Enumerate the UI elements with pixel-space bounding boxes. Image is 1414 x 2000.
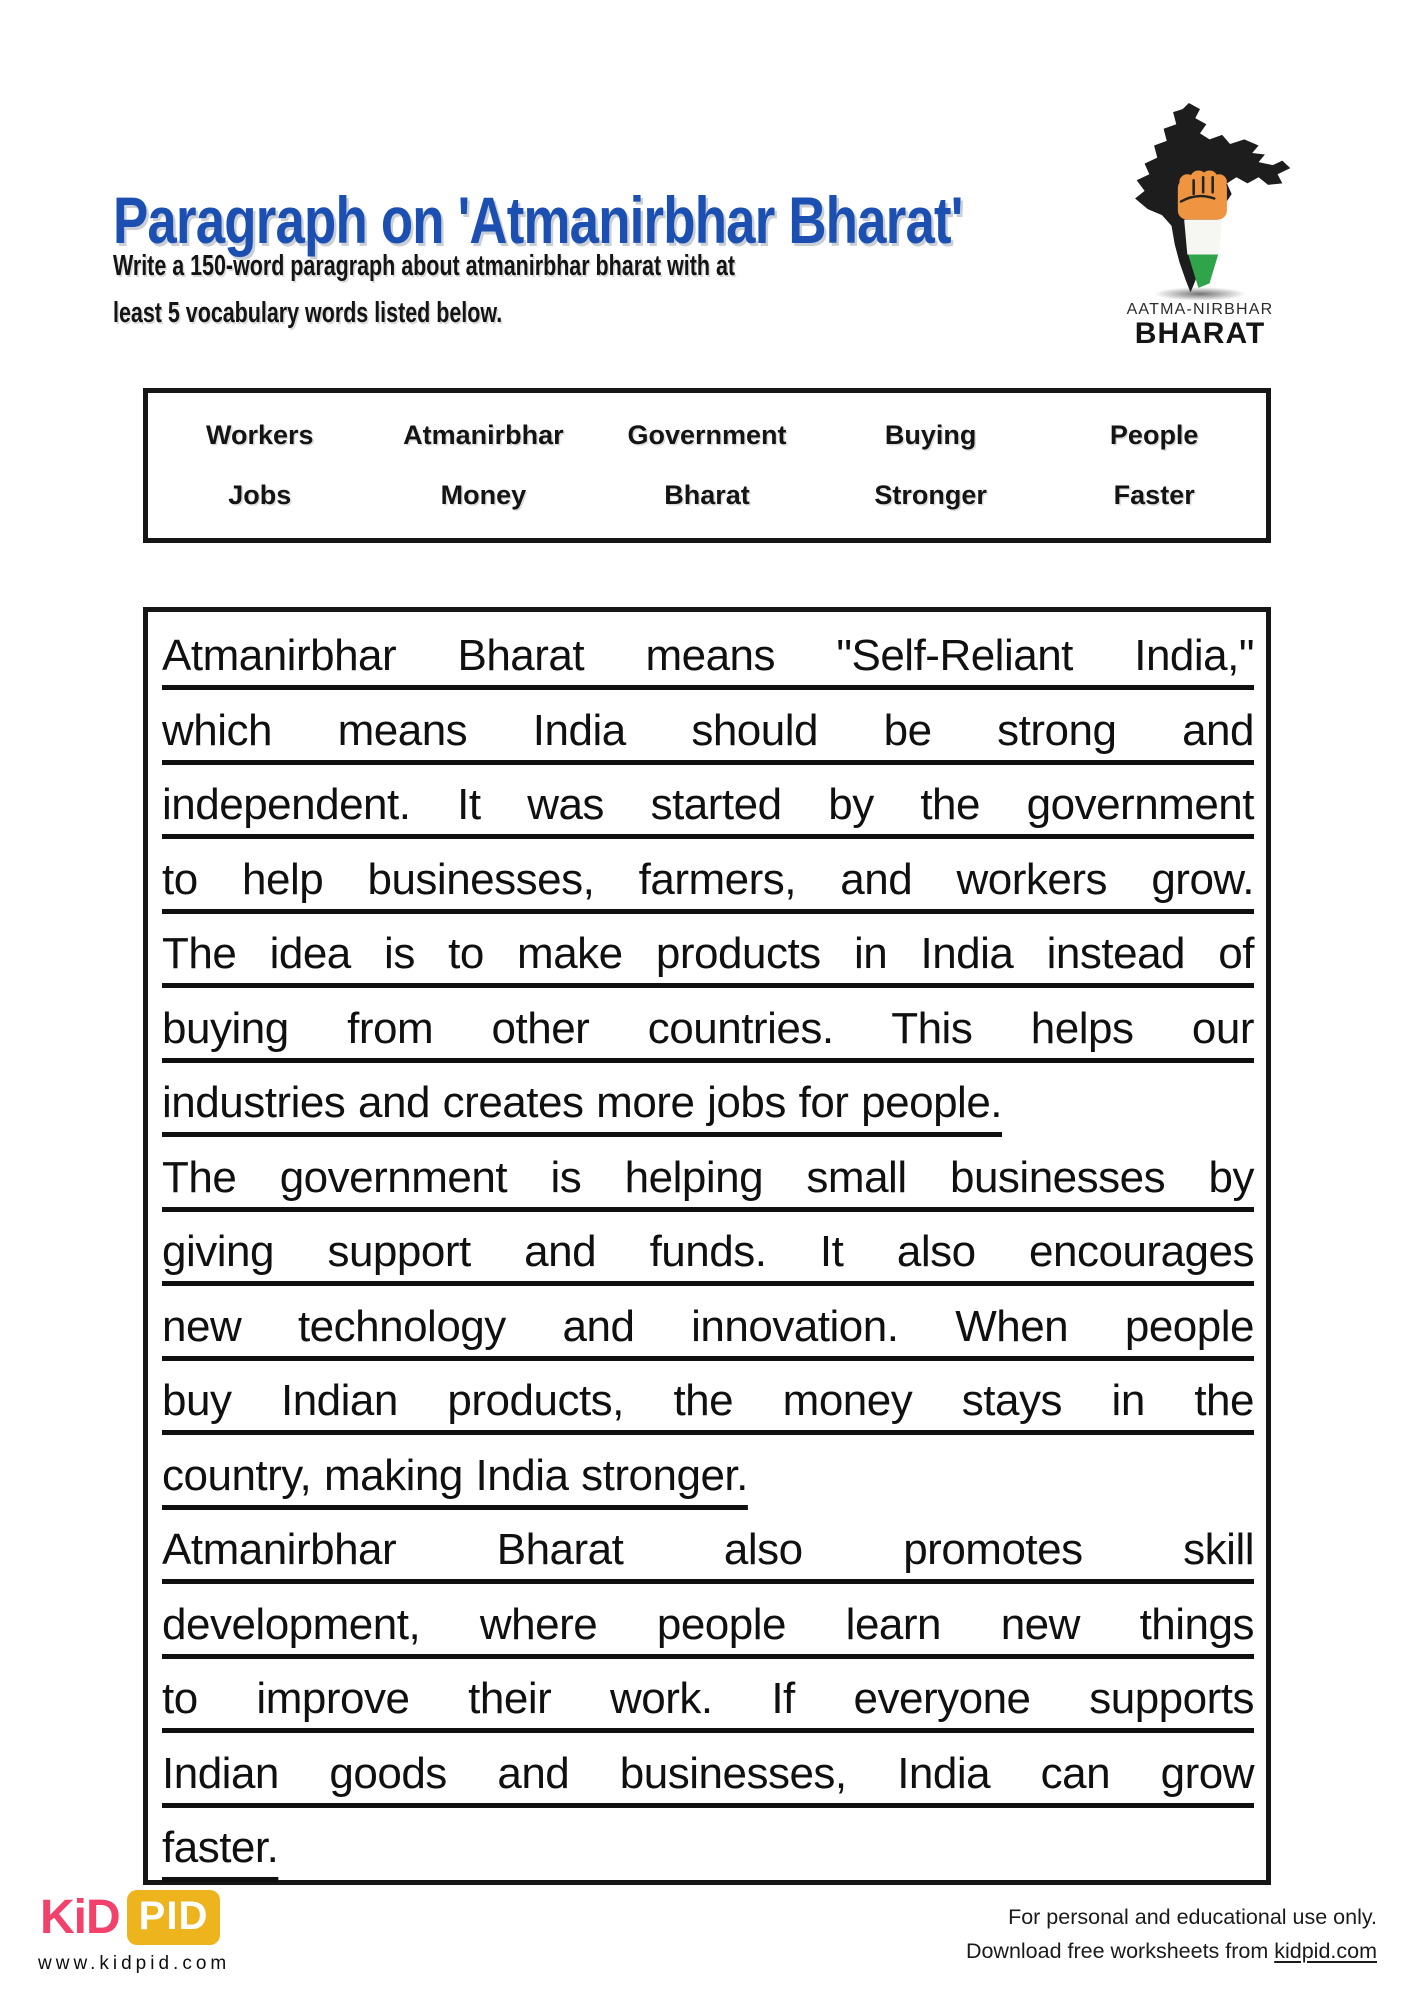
logo-caption-top: AATMA-NIRBHAR xyxy=(1126,301,1274,318)
india-map-fist-icon xyxy=(1105,100,1295,300)
essay-line: new technology and innovation. When people xyxy=(162,1301,1254,1351)
usage-note-line-1: For personal and educational use only. xyxy=(1008,1905,1377,1929)
essay-line: giving support and funds. It also encourages xyxy=(162,1227,1254,1276)
kidpid-link[interactable]: kidpid.com xyxy=(1274,1939,1377,1963)
instructions-line-1: Write a 150-word paragraph about atmanirbhar bharat with at xyxy=(113,250,736,282)
brand-url: www.kidpid.com xyxy=(38,1953,231,1974)
vocab-word: Bharat xyxy=(664,480,750,511)
logo-shadow xyxy=(1154,287,1246,300)
essay-line: country, making India stronger. xyxy=(162,1450,748,1500)
instructions xyxy=(113,243,735,337)
essay-line: independent. It was started by the government xyxy=(162,780,1254,829)
usage-note xyxy=(966,1900,1377,1968)
vocab-word: Money xyxy=(440,480,527,511)
essay-line: to improve their work. If everyone supports xyxy=(162,1674,1254,1723)
vocab-word: Atmanirbhar xyxy=(403,419,564,450)
essay-line: The idea is to make products in India instead of xyxy=(162,929,1254,978)
vocab-word: Stronger xyxy=(874,480,987,511)
kidpid-logo-kid: KiD xyxy=(40,1891,120,1944)
vocab-word: Buying xyxy=(884,419,977,450)
usage-note-line-2-text: Download free worksheets from xyxy=(965,1939,1275,1963)
aatmanirbhar-bharat-logo xyxy=(1090,100,1310,351)
essay-line: industries and creates more jobs for people. xyxy=(162,1078,1003,1127)
vocabulary-box xyxy=(143,388,1271,543)
page-title: Paragraph on 'Atmanirbhar Bharat' xyxy=(113,183,963,258)
essay-line: which means India should be strong and xyxy=(162,705,1254,755)
kidpid-logo xyxy=(40,1890,220,1945)
essay-line: to help businesses, farmers, and workers grow. xyxy=(162,854,1254,904)
essay-line: Atmanirbhar Bharat means "Self-Reliant India," xyxy=(162,631,1254,680)
essay-line: Atmanirbhar Bharat also promotes skill xyxy=(162,1525,1254,1574)
vocab-word: Government xyxy=(627,419,787,450)
essay-line: buy Indian products, the money stays in the xyxy=(162,1376,1254,1425)
vocab-word: Jobs xyxy=(228,480,292,511)
essay-line: The government is helping small businesses by xyxy=(162,1152,1254,1202)
essay-line: faster. xyxy=(162,1823,279,1872)
logo-caption-bottom: BHARAT xyxy=(1134,317,1266,350)
essay-line: Indian goods and businesses, India can grow xyxy=(162,1748,1254,1798)
instructions-line-2: least 5 vocabulary words listed below. xyxy=(113,297,503,329)
essay-line: development, where people learn new things xyxy=(162,1599,1254,1649)
kidpid-logo-pid: PID xyxy=(127,1890,221,1945)
vocab-word: People xyxy=(1109,419,1199,450)
vocab-word: Faster xyxy=(1113,480,1195,511)
essay-box xyxy=(143,607,1271,1885)
essay-line: buying from other countries. This helps our xyxy=(162,1003,1254,1053)
usage-note-line-2 xyxy=(966,1934,1377,1968)
vocab-word: Workers xyxy=(206,419,314,450)
